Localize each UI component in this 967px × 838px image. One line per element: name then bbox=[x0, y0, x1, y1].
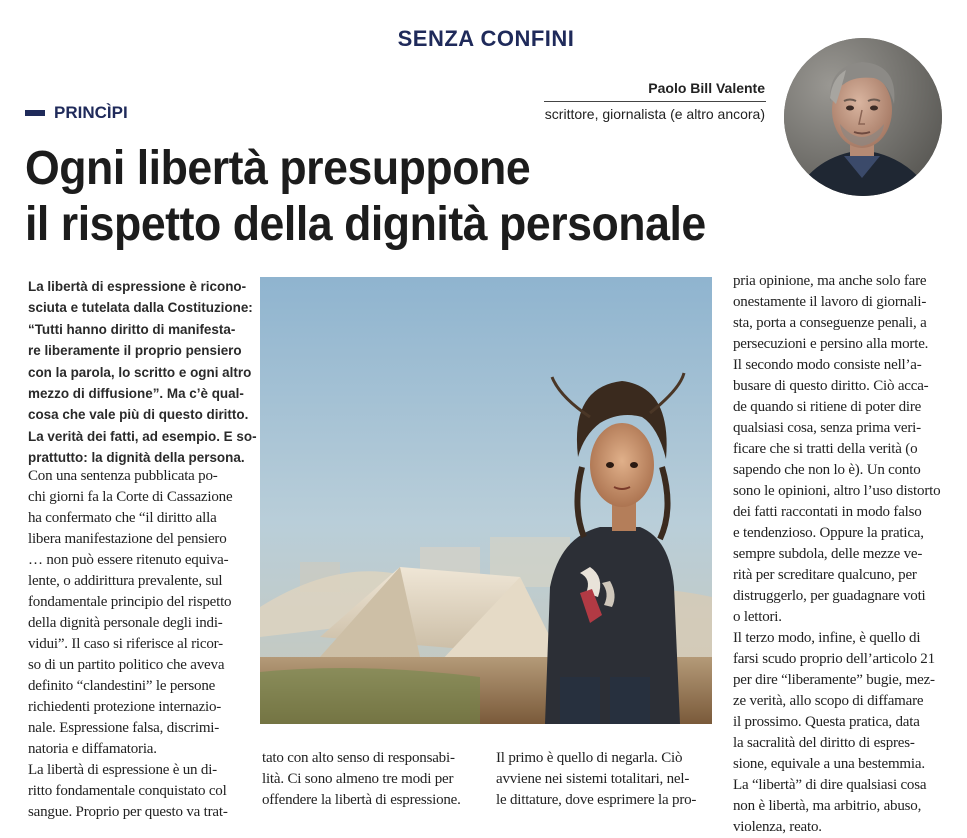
lead-line: La verità dei fatti, ad esempio. E so- bbox=[28, 427, 257, 444]
body-line: rità per screditare qualcuno, per bbox=[733, 567, 917, 583]
body-line: ritto fondamentale conquistato col bbox=[28, 783, 227, 799]
lead-line: re liberamente il proprio pensiero bbox=[28, 342, 242, 359]
body-line: busare di questo diritto. Ciò acca- bbox=[733, 378, 929, 394]
body-line: sangue. Proprio per questo va trat- bbox=[28, 804, 228, 820]
body-line: della dignità personale degli indi- bbox=[28, 615, 223, 631]
body-line: sono le opinioni, altro l’uso distorto bbox=[733, 483, 941, 499]
body-line: fondamentale principio del rispetto bbox=[28, 594, 232, 610]
body-line: libera manifestazione del pensiero bbox=[28, 531, 227, 547]
body-line: onestamente il lavoro di giornali- bbox=[733, 294, 927, 310]
body-line: persecuzioni e persino alla morte. bbox=[733, 336, 929, 352]
body-line: le dittature, dove esprimere la pro- bbox=[496, 792, 697, 808]
body-line: farsi scudo proprio dell’articolo 21 bbox=[733, 651, 935, 667]
body-line: non è libertà, ma arbitrio, abuso, bbox=[733, 798, 922, 814]
body-line: Il primo è quello di negarla. Ciò bbox=[496, 750, 683, 766]
body-line: Il terzo modo, infine, è quello di bbox=[733, 630, 921, 646]
headline-line: Ogni libertà presuppone bbox=[25, 142, 531, 195]
refugee-camp-child-image bbox=[260, 277, 712, 724]
body-line: distruggerlo, per guadagnare voti bbox=[733, 588, 926, 604]
body-line: vidui”. Il caso si riferisce al ricor- bbox=[28, 636, 223, 652]
body-line: ze verità, allo scopo di diffamare bbox=[733, 693, 924, 709]
author-role: scrittore, giornalista (e altro ancora) bbox=[544, 106, 765, 122]
body-line: Con una sentenza pubblicata po- bbox=[28, 468, 218, 484]
headline-line: il rispetto della dignità personale bbox=[25, 198, 706, 251]
body-line: chi giorni fa la Corte di Cassazione bbox=[28, 489, 233, 505]
body-column-3 bbox=[496, 748, 696, 811]
body-line: natoria e diffamatoria. bbox=[28, 741, 157, 757]
body-line: de quando si ritiene di poter dire bbox=[733, 399, 922, 415]
body-column-4 bbox=[733, 271, 940, 838]
body-line: ficare che si tratti della verità (o bbox=[733, 441, 918, 457]
lead-line: cosa che vale più di questo diritto. bbox=[28, 406, 249, 423]
lead-paragraph bbox=[28, 276, 257, 469]
body-line: lente, o addirittura prevalente, sul bbox=[28, 573, 223, 589]
lead-line: sciuta e tutelata dalla Costituzione: bbox=[28, 299, 253, 316]
body-line: richiedenti protezione internazio- bbox=[28, 699, 222, 715]
lead-line: La libertà di espressione è ricono- bbox=[28, 278, 247, 294]
body-line: dei fatti raccontati in modo falso bbox=[733, 504, 922, 520]
body-line: e tendenzioso. Oppure la pratica, bbox=[733, 525, 924, 541]
body-line: o lettori. bbox=[733, 609, 782, 625]
author-name: Paolo Bill Valente bbox=[648, 80, 765, 96]
lead-line: mezzo di diffusione”. Ma c’è qual- bbox=[28, 385, 244, 402]
body-line: … non può essere ritenuto equiva- bbox=[28, 552, 229, 568]
lead-line: “Tutti hanno diritto di manifesta- bbox=[28, 320, 236, 337]
kicker-label: PRINCÌPI bbox=[54, 103, 128, 122]
body-line: qualsiasi cosa, senza prima veri- bbox=[733, 420, 921, 436]
main-photo bbox=[260, 277, 712, 724]
body-line: sta, porta a conseguenze penali, a bbox=[733, 315, 927, 331]
body-line: la sacralità del diritto di espres- bbox=[733, 735, 915, 751]
lead-line: con la parola, lo scritto e ogni altro bbox=[28, 363, 252, 380]
body-line: La “libertà” di dire qualsiasi cosa bbox=[733, 777, 927, 793]
body-line: tato con alto senso di responsabi- bbox=[262, 750, 455, 766]
body-line: Il secondo modo consiste nell’a- bbox=[733, 357, 922, 373]
body-line: sione, equivale a una bestemmia. bbox=[733, 756, 925, 772]
body-line: pria opinione, ma anche solo fare bbox=[733, 273, 927, 289]
body-line: nale. Espressione falsa, discrimi- bbox=[28, 720, 220, 736]
kicker bbox=[25, 103, 128, 123]
body-line: violenza, reato. bbox=[733, 819, 822, 835]
body-line: definito “clandestini” le persone bbox=[28, 678, 216, 694]
body-line: ha confermato che “il diritto alla bbox=[28, 510, 217, 526]
author-divider bbox=[544, 101, 766, 102]
body-line: offendere la libertà di espressione. bbox=[262, 792, 461, 808]
section-title: SENZA CONFINI bbox=[397, 26, 575, 51]
body-line: La libertà di espressione è un di- bbox=[28, 762, 217, 778]
kicker-bar bbox=[25, 110, 45, 116]
body-line: lità. Ci sono almeno tre modi per bbox=[262, 771, 454, 787]
body-line: sapendo che non lo è). Un conto bbox=[733, 462, 921, 478]
lead-line: prattutto: la dignità della persona. bbox=[28, 449, 245, 466]
headline bbox=[25, 141, 881, 253]
body-line: il prossimo. Questa pratica, data bbox=[733, 714, 920, 730]
body-line: per dire “liberamente” bugie, mez- bbox=[733, 672, 935, 688]
body-column-1 bbox=[28, 466, 232, 823]
body-line: so di un partito politico che aveva bbox=[28, 657, 225, 673]
body-line: sempre subdola, delle mezze ve- bbox=[733, 546, 923, 562]
body-column-2 bbox=[262, 748, 461, 811]
body-line: avviene nei sistemi totalitari, nel- bbox=[496, 771, 690, 787]
